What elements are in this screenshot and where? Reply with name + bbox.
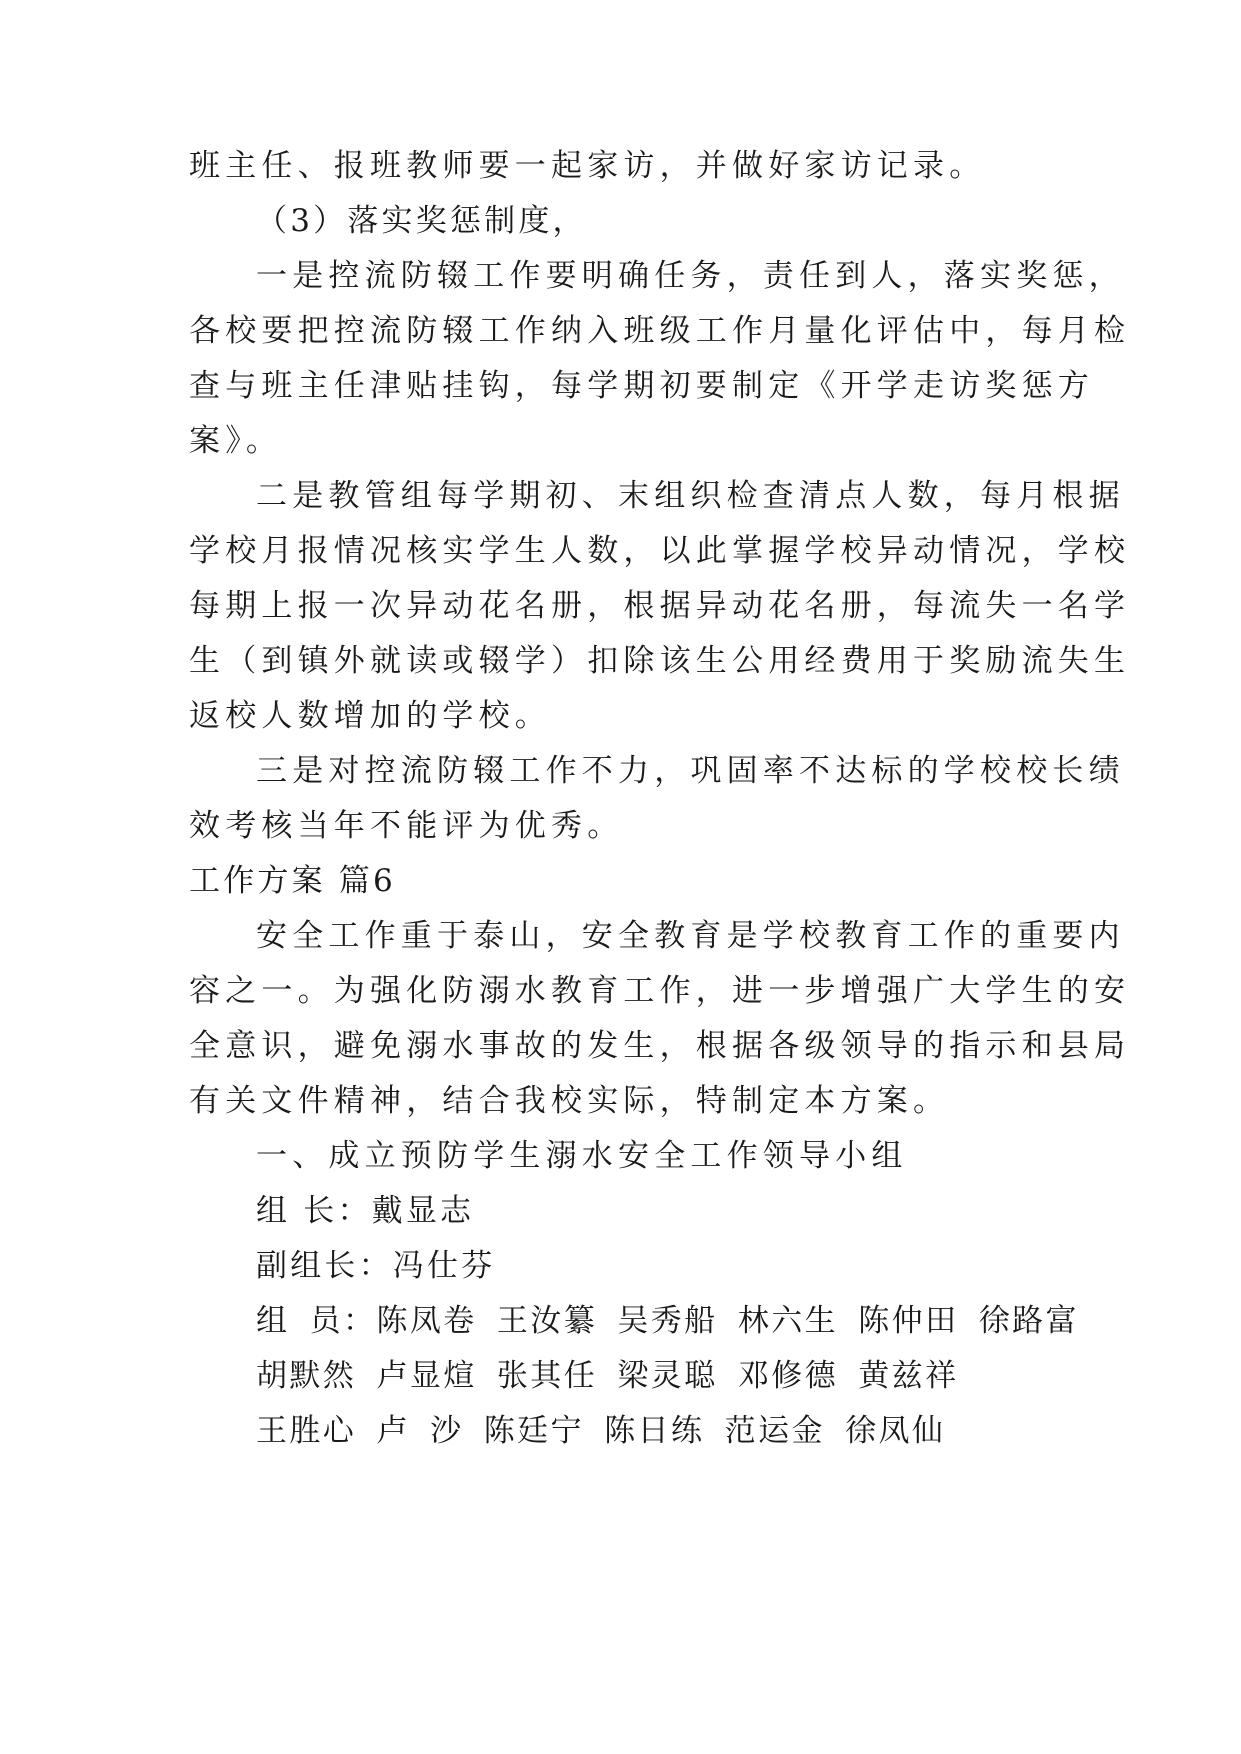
section-heading: （3）落实奖惩制度， [256, 203, 587, 239]
paragraph-first-line: 安全工作重于泰山，安全教育是学校教育工作的重要内 [256, 918, 1125, 954]
text-line: 班主任、报班教师要一起家访，并做好家访记录。 [189, 148, 986, 184]
text-line: 查与班主任津贴挂钩，每学期初要制定《开学走访奖惩方 [189, 368, 1094, 404]
section-title: 工作方案 篇6 [189, 863, 396, 899]
group-members-continued: 王胜心 卢 沙 陈廷宁 陈日练 范运金 徐凤仙 [256, 1413, 946, 1449]
text-line: 全意识，避免溺水事故的发生，根据各级领导的指示和县局 [189, 1028, 1131, 1064]
group-members-continued: 胡默然 卢显煊 张其任 梁灵聪 邓修德 黄兹祥 [256, 1358, 959, 1394]
paragraph-first-line: 一是控流防辍工作要明确任务，责任到人，落实奖惩， [256, 258, 1125, 294]
deputy-group-leader: 副组长：冯仕芬 [256, 1248, 496, 1284]
group-leader: 组 长：戴显志 [256, 1193, 475, 1229]
text-line: 返校人数增加的学校。 [189, 698, 551, 734]
text-line: 生（到镇外就读或辍学）扣除该生公用经费用于奖励流失生 [189, 643, 1131, 679]
text-line: 学校月报情况核实学生人数，以此掌握学校异动情况，学校 [189, 533, 1131, 569]
text-line: 各校要把控流防辍工作纳入班级工作月量化评估中，每月检 [189, 313, 1131, 349]
paragraph-first-line: 二是教管组每学期初、末组织检查清点人数，每月根据 [256, 478, 1125, 514]
paragraph-first-line: 三是对控流防辍工作不力，巩固率不达标的学校校长绩 [256, 753, 1125, 789]
text-line: 案》。 [189, 423, 283, 459]
text-line: 容之一。为强化防溺水教育工作，进一步增强广大学生的安 [189, 973, 1131, 1009]
section-heading: 一、成立预防学生溺水安全工作领导小组 [256, 1138, 908, 1174]
group-members: 组 员：陈凤卷 王汝纂 吴秀船 林六生 陈仲田 徐路富 [256, 1303, 1079, 1339]
text-line: 有关文件精神，结合我校实际，特制定本方案。 [189, 1083, 950, 1119]
text-line: 效考核当年不能评为优秀。 [189, 808, 624, 844]
text-line: 每期上报一次异动花名册，根据异动花名册，每流失一名学 [189, 588, 1131, 624]
